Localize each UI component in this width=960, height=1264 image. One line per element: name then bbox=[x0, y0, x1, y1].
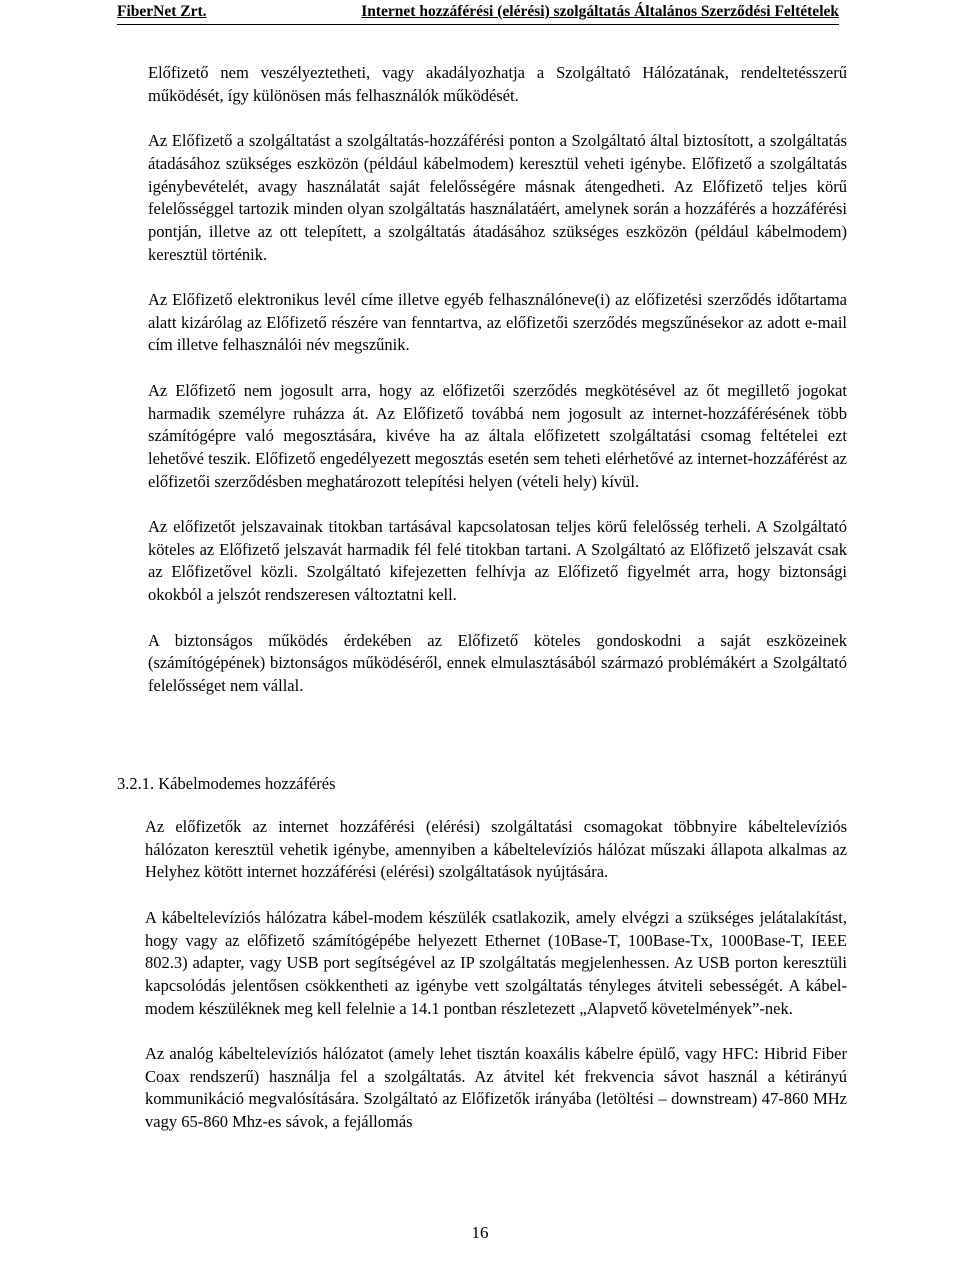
paragraph: Az előfizetők az internet hozzáférési (elérési) szolgáltatási csomagokat többnyire kábeltelevíziós hálózaton keresztül vehetik igénybe, amennyiben a kábeltelevíziós hálózat műszaki állapota alkalmas az Helyhez kötött internet hozzáférési (elérési) szolgáltatások nyújtására. bbox=[145, 817, 847, 882]
section-text bbox=[145, 816, 847, 1134]
company-name: FiberNet Zrt. bbox=[117, 3, 207, 20]
section-heading: 3.2.1. Kábelmodemes hozzáférés bbox=[117, 774, 336, 793]
paragraph: Az Előfizető nem jogosult arra, hogy az előfizetői szerződés megkötésével az őt megillető jogokat harmadik személyre ruházza át. Az Előfizető továbbá nem jogosult az internet-hozzáférésének több számítógépre való megosztására, kivéve ha az általa előfizetett szolgáltatási csomag feltételei ezt lehetővé teszik. Előfizető engedélyezett megosztás esetén sem teheti elérhetővé az internet-hozzáférést az előfizetői szerződésben meghatározott telepítési helyen (vételi hely) kívül. bbox=[148, 380, 847, 491]
paragraph: Az Előfizető elektronikus levél címe illetve egyéb felhasználóneve(i) az előfizetési szerződés időtartama alatt kizárólag az Előfizető részére van fenntartva, az előfizetői szerződés megszűnésekor az adott e-mail cím illetve felhasználói név megszűnik. bbox=[148, 290, 847, 355]
paragraph: Az Előfizető a szolgáltatást a szolgáltatás-hozzáférési ponton a Szolgáltató által biztosított, a szolgáltatás átadásához szükséges eszközön (például kábelmodem) keresztül veheti igénybe. Előfizető a szolgáltatás igénybevételét, avagy használatát saját felelősségére másnak átengedheti. Az Előfizető teljes körű felelősséggel tartozik minden olyan szolgáltatás használatáért, amelynek során a hozzáférés a hozzáférési pontján, illetve az ott telepített, a szolgáltatás átadásához szükséges eszközön (például kábelmodem) keresztül történik. bbox=[148, 131, 847, 264]
paragraph: Előfizető nem veszélyeztetheti, vagy akadályozhatja a Szolgáltató Hálózatának, rendeltetésszerű működését, így különösen más felhasználók működését. bbox=[148, 63, 847, 105]
paragraph: Az analóg kábeltelevíziós hálózatot (amely lehet tisztán koaxális kábelre épülő, vagy HFC: Hibrid Fiber Coax rendszerű) használja fel a szolgáltatás. Az átvitel két frekvencia sávot használ a kétirányú kommunikáció megvalósítására. Szolgáltató az Előfizetők irányába (letöltési – downstream) 47-860 MHz vagy 65-860 Mhz-es sávok, a fejállomás bbox=[145, 1044, 847, 1132]
document-title: Internet hozzáférési (elérési) szolgáltatás Általános Szerződési Feltételek bbox=[361, 3, 839, 20]
paragraph: A biztonságos működés érdekében az Előfizető köteles gondoskodni a saját eszközeinek (számítógépének) biztonságos működéséről, ennek elmulasztásából származó problémákért a Szolgáltató felelősséget nem vállal. bbox=[148, 630, 847, 695]
paragraph: Az előfizetőt jelszavainak titokban tartásával kapcsolatosan teljes körű felelősség terheli. A Szolgáltató köteles az Előfizető jelszavát harmadik fél felé titokban tartani. A Szolgáltató az Előfizető jelszavát csak az Előfizetővel közli. Szolgáltató kifejezetten felhívja az Előfizető figyelmét arra, hogy biztonsági okokból a jelszót rendszeresen változtatni kell. bbox=[148, 517, 847, 605]
page-header bbox=[117, 2, 839, 25]
page-number: 16 bbox=[471, 1223, 489, 1242]
main-text bbox=[148, 62, 847, 698]
paragraph: A kábeltelevíziós hálózatra kábel-modem készülék csatlakozik, amely elvégzi a szükséges jelátalakítást, hogy vagy az előfizető számítógépébe helyezett Ethernet (10Base-T, 100Base-Tx, 1000Base-T, IEEE 802.3) adapter, vagy USB port segítségével az IP szolgáltatás megjelenhessen. Az USB porton keresztüli kapcsolódás jelentősen csökkentheti az igénybe vett szolgáltatás tényleges átviteli sebességét. A kábel-modem készüléknek meg kell felelnie a 14.1 pontban részletezett „Alapvető követelmények”-nek. bbox=[145, 907, 847, 1018]
